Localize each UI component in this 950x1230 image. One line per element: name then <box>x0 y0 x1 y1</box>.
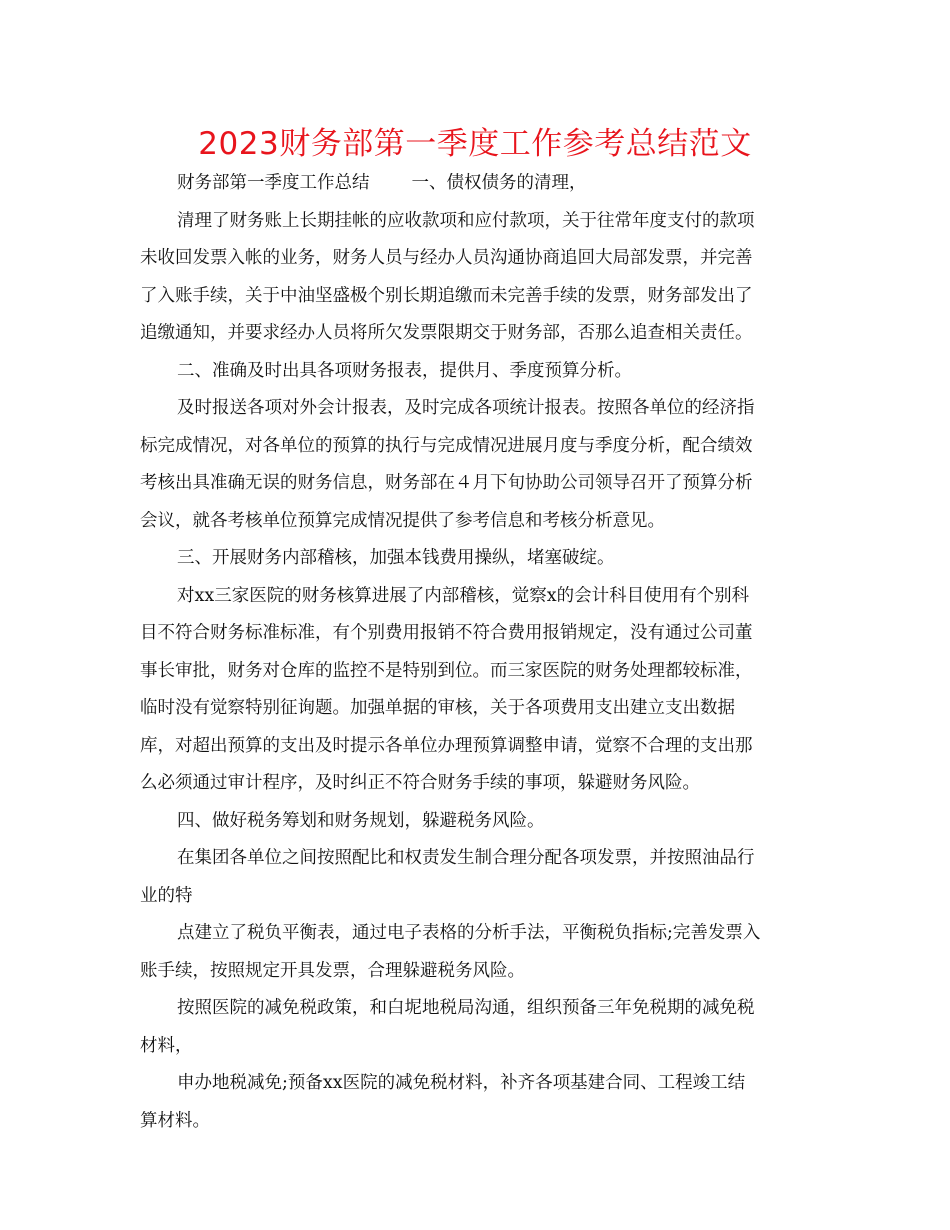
text-line-content: 追缴通知，并要求经办人员将所欠发票限期交于财务部，否那么追查相关责任。 <box>140 323 753 343</box>
text-line <box>140 765 810 803</box>
text-line <box>140 728 810 766</box>
text-line-content: 四、做好税务筹划和财务规划，躲避税务风险。 <box>177 810 545 831</box>
text-line-content: 二、准确及时出具各项财务报表，提供月、季度预算分析。 <box>177 360 632 381</box>
text-line-content: 清理了财务账上长期挂帐的应收款项和应付款项，关于往常年度支付的款项 <box>177 210 755 231</box>
text-line <box>140 1028 810 1066</box>
text-line-content: 在集团各单位之间按照配比和权责发生制合理分配各项发票，并按照油品行 <box>177 848 755 868</box>
text-line-content: 么必须通过审计程序，及时纠正不符合财务手续的事项，躲避财务风险。 <box>140 773 700 793</box>
text-line <box>140 1065 810 1103</box>
text-line <box>140 428 810 466</box>
text-line-content: 账手续，按照规定开具发票，合理躲避税务风险。 <box>140 960 525 981</box>
text-line <box>140 878 810 916</box>
text-line-content: 目不符合财务标准标准，有个别费用报销不符合费用报销规定，没有通过公司董 <box>140 623 753 643</box>
text-line <box>140 803 810 841</box>
text-line <box>140 615 810 653</box>
text-line <box>140 578 810 616</box>
text-line <box>140 990 810 1028</box>
text-line-content: 了入账手续，关于中油坚盛极个别长期追缴而未完善手续的发票，财务部发出了 <box>140 285 753 306</box>
text-line <box>140 540 810 578</box>
text-line <box>140 278 810 316</box>
text-line <box>140 315 810 353</box>
text-line-content: 事长审批，财务对仓库的监控不是特别到位。而三家医院的财务处理都较标准， <box>140 660 753 681</box>
text-line <box>140 653 810 691</box>
text-line-content: 标完成情况，对各单位的预算的执行与完成情况进展月度与季度分析，配合绩效 <box>140 435 753 456</box>
text-line-content: 点建立了税负平衡表，通过电子表格的分析手法，平衡税负指标;完善发票入 <box>177 923 761 943</box>
text-line-content: 临时没有觉察特别征询题。加强单据的审核，关于各项费用支出建立支出数据 <box>140 698 735 718</box>
text-line <box>140 690 810 728</box>
text-line-content: 及时报送各项对外会计报表，及时完成各项统计报表。按照各单位的经济指 <box>177 398 755 418</box>
text-line <box>140 1103 810 1141</box>
section-heading-inline: 一、债权债务的清理， <box>411 173 587 193</box>
text-line <box>140 165 810 203</box>
document-title: 2023财务部第一季度工作参考总结范文 <box>198 126 752 162</box>
text-line-content: 考核出具准确无误的财务信息，财务部在４月下旬协助公司领导召开了预算分析 <box>140 473 753 493</box>
text-line-content: 财务部第一季度工作总结 <box>177 173 370 193</box>
text-line-content: 申办地税减免;预备xx医院的减免税材料，补齐各项基建合同、工程竣工结 <box>177 1073 746 1093</box>
text-line-content: 算材料。 <box>140 1110 210 1131</box>
text-line <box>140 390 810 428</box>
text-line <box>140 503 810 541</box>
document-body <box>140 165 810 1140</box>
text-line <box>140 840 810 878</box>
text-line <box>140 915 810 953</box>
text-line <box>140 953 810 991</box>
text-line <box>140 353 810 391</box>
text-line-content: 材料， <box>140 1035 193 1056</box>
text-line <box>140 240 810 278</box>
text-line-content: 业的特 <box>140 885 193 906</box>
text-line-content: 会议，就各考核单位预算完成情况提供了参考信息和考核分析意见。 <box>140 510 665 531</box>
text-line-content: 库，对超出预算的支出及时提示各单位办理预算调整申请，觉察不合理的支出那 <box>140 735 753 756</box>
text-line-content: 三、开展财务内部稽核，加强本钱费用操纵，堵塞破绽。 <box>177 548 615 568</box>
text-line-content: 对xx三家医院的财务核算进展了内部稽核，觉察x的会计科目使用有个别科 <box>177 585 750 606</box>
text-line-content: 按照医院的减免税政策，和白坭地税局沟通，组织预备三年免税期的减免税 <box>177 998 755 1018</box>
text-line <box>140 465 810 503</box>
text-line <box>140 203 810 241</box>
text-line-content: 未收回发票入帐的业务，财务人员与经办人员沟通协商追回大局部发票，并完善 <box>140 248 753 268</box>
